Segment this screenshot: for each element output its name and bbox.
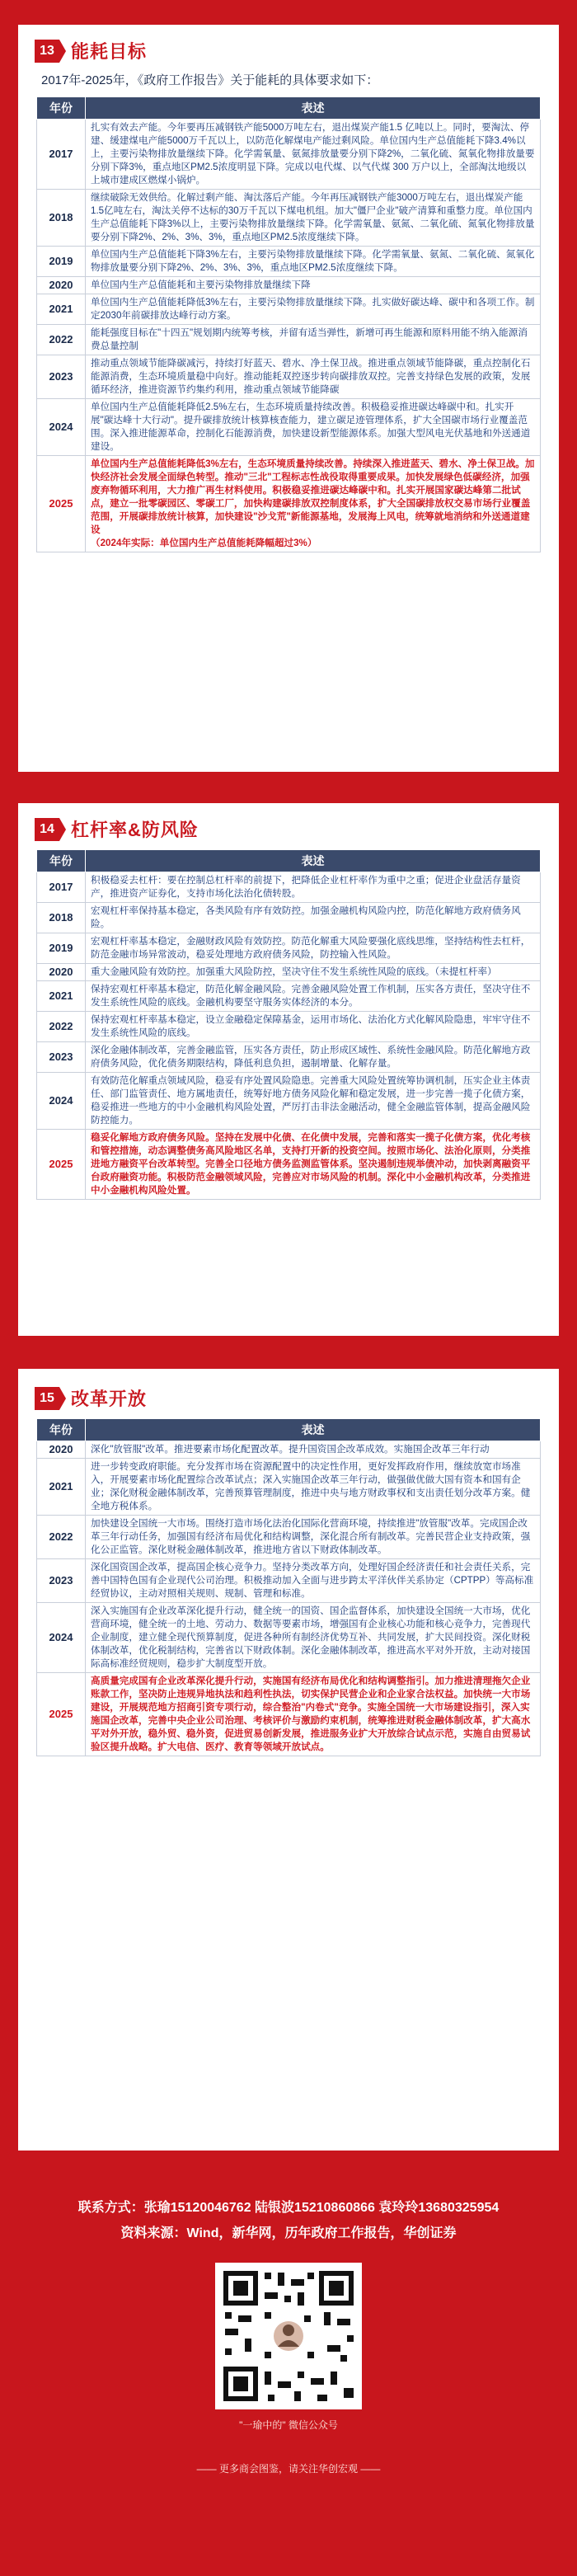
section-number-badge: 15 [35,1387,59,1410]
section-title: 能耗目标 [71,41,148,62]
section-header [18,803,559,849]
row-text: 宏观杠杆率保持基本稳定，各类风险有序有效防控。加强金融机构风险内控，防范化解地方政府债务风险。 [86,903,541,933]
row-text: 稳妥化解地方政府债务风险。坚持在发展中化债、在化债中发展，完善和落实一揽子化债方案，优化考核和管控措施，动态调整债务高风险地区名单，支持打开新的投资空间。按照市场化、法治化原则，分类推进地方融资平台改革转型。完善全口径地方债务监测监管体系。坚决遏制违规举债冲动，加快剥离融资平台政府融资功能。积极防范金融领域风险，完善应对市场风险的机制。深化中小金融机构改革，分类推进中小金融机构风险处置。 [86,1130,541,1200]
header-desc: 表述 [86,97,541,120]
footer [0,2198,577,2475]
table-row [37,325,541,355]
table-row [37,1042,541,1073]
row-year: 2018 [37,903,86,933]
row-year: 2019 [37,247,86,277]
row-year: 2021 [37,981,86,1012]
table-header-row [37,1419,541,1441]
row-text: 高质量完成国有企业改革深化提升行动，实施国有经济布局优化和结构调整指引。加力推进清理拖欠企业账款工作，坚决防止违规异地执法和趋利性执法，切实保护民营企业和企业家合法权益。加快统一大市场建设，开展规范地方招商引资专项行动，综合整治"内卷式"竞争。实施全国统一大市场建设指引，深入实施国企改革，完善中央企业公司治理、考核评价与激励约束机制，统筹推进财税金融体制改革，扩大高水平对外开放，稳外贸、稳外资，促进贸易创新发展，推进服务业扩大开放综合试点示范，实施自由贸易试验区提升战略。扩大电信、医疗、教育等领域开放试点。 [86,1673,541,1756]
data-source: 资料来源：Wind，新华网，历年政府工作报告，华创证券 [120,2226,457,2240]
table-row-highlight [37,1130,541,1200]
table-header-row [37,850,541,872]
row-text: 推动重点领域节能降碳减污，持续打好蓝天、碧水、净土保卫战。推进重点领域节能降碳，重点控制化石能源消费，生态环境质量稳中向好。推动能耗双控逐步转向碳排放双控。完善支持绿色发展的政策，发展循环经济，推进资源节约集约利用，推动重点领域节能降碳 [86,355,541,399]
table-row [37,933,541,964]
table-row [37,981,541,1012]
bottom-caption: —— 更多商会图鉴，请关注华创宏观 —— [196,2463,381,2475]
row-year: 2023 [37,355,86,399]
table-row [37,399,541,456]
row-text: 保持宏观杠杆率基本稳定，设立金融稳定保障基金，运用市场化、法治化方式化解风险隐患，牢牢守住不发生系统性风险的底线。 [86,1012,541,1042]
data-table [36,1418,541,1756]
qr-code [215,2263,362,2409]
section-title: 改革开放 [71,1389,148,1409]
row-text: 能耗强度目标在"十四五"规划期内统筹考核，并留有适当弹性，新增可再生能源和原料用能不纳入能源消费总量控制 [86,325,541,355]
row-text: 积极稳妥去杠杆：要在控制总杠杆率的前提下，把降低企业杠杆率作为重中之重；促进企业盘活存量资产，推进资产证券化，支持市场化法治化债转股。 [86,872,541,903]
row-year: 2018 [37,190,86,247]
section-title: 杠杆率&防风险 [71,820,199,840]
row-year: 2021 [37,294,86,325]
row-text: 深化"放管服"改革。推进要素市场化配置改革。提升国资国企改革成效。实施国企改革三年行动 [86,1441,541,1459]
row-text: 深化金融体制改革，完善金融监管，压实各方责任，防止形成区域性、系统性金融风险。防范化解地方政府债务风险，优化债务期限结构，降低利息负担，遏制增量、化解存量。 [86,1042,541,1073]
table-row [37,964,541,981]
data-table [36,96,541,552]
table-row-highlight [37,1673,541,1756]
header-year: 年份 [37,1419,86,1441]
table-row [37,294,541,325]
section-card-14 [18,803,559,1336]
row-year: 2021 [37,1459,86,1516]
row-year: 2023 [37,1042,86,1073]
table-row [37,190,541,247]
row-year: 2025 [37,456,86,552]
row-text: 加快建设全国统一大市场。围绕打造市场化法治化国际化营商环境，持续推进"放管服"改革。完成国企改革三年行动任务，加强国有经济布局优化和结构调整，深化混合所有制改革。完善民营企业支持政策，强化公正监管。深化财税金融体制改革，推进地方省以下财政体制改革。 [86,1516,541,1559]
row-year: 2024 [37,399,86,456]
row-text: 重大金融风险有效防控。加强重大风险防控，坚决守住不发生系统性风险的底线。（未提杠杆率） [86,964,541,981]
row-text: 单位国内生产总值能耗降低2.5%左右，生态环境质量持续改善。积极稳妥推进碳达峰碳中和。扎实开展"碳达峰十大行动"。提升碳排放统计核算核查能力，建立碳足迹管理体系，扩大全国碳市场行业覆盖范围。深入推进能源革命，控制化石能源消费，加快建设新型能源体系。加强大型风电光伏基地和外送通道建设。 [86,399,541,456]
row-text: 单位国内生产总值能耗和主要污染物排放量继续下降 [86,277,541,294]
row-year: 2022 [37,1012,86,1042]
row-year: 2024 [37,1603,86,1673]
header-year: 年份 [37,97,86,120]
section-header [18,1369,559,1418]
row-text: 单位国内生产总值能耗降低3%左右，主要污染物排放量继续下降。扎实做好碳达峰、碳中和各项工作。制定2030年前碳排放达峰行动方案。 [86,294,541,325]
header-year: 年份 [37,850,86,872]
table-row [37,1516,541,1559]
table-row [37,355,541,399]
row-year: 2017 [37,120,86,190]
header-desc: 表述 [86,850,541,872]
row-year: 2024 [37,1073,86,1130]
header-desc: 表述 [86,1419,541,1441]
row-text: 宏观杠杆率基本稳定，金融财政风险有效防控。防范化解重大风险要强化底线思维，坚持结构性去杠杆，防范金融市场异常波动，稳妥处理地方政府债务风险，防控输入性风险。 [86,933,541,964]
row-text: 有效防范化解重点领域风险，稳妥有序处置风险隐患。完善重大风险处置统筹协调机制，压实企业主体责任、部门监管责任、地方属地责任，统筹好地方债务风险化解和稳定发展，进一步完善一揽子化债方案，稳妥推进一些地方的中小金融机构风险处置，严厉打击非法金融活动，健全金融监管体制，提高金融风险防控能力。 [86,1073,541,1130]
row-year: 2022 [37,325,86,355]
section-header [18,25,559,71]
row-year: 2020 [37,964,86,981]
row-text: 深入实施国有企业改革深化提升行动，健全统一的国资、国企监督体系，加快建设全国统一大市场，优化营商环境，健全统一的土地、劳动力、数据等要素市场，增强国有企业核心功能和核心竞争力，完善现代企业制度，建立健全现代预算制度，促进各种所有制经济优势互补、共同发展，扩大民间投资。深化财税体制改革，优化税制结构，完善省以下财政体制。深化金融体制改革，推进高水平对外开放，主动对接国际高标准经贸规则，稳步扩大制度型开放。 [86,1603,541,1673]
row-text: 单位国内生产总值能耗下降3%左右，主要污染物排放量继续下降。化学需氧量、氨氮、二氧化硫、氮氧化物排放量要分别下降2%、2%、3%、3%，重点地区PM2.5浓度继续下降。 [86,247,541,277]
table-row [37,1559,541,1603]
table-row [37,1012,541,1042]
row-year: 2020 [37,1441,86,1459]
row-year: 2017 [37,872,86,903]
table-row [37,1459,541,1516]
row-text: 继续破除无效供给。化解过剩产能、淘汰落后产能。今年再压减钢铁产能3000万吨左右，退出煤炭产能1.5亿吨左右，淘汰关停不达标的30万千瓦以下煤电机组。加大"僵尸企业"破产清算和重整力度。单位国内生产总值能耗下降3%以上，主要污染物排放量继续下降。化学需氧量、氨氮、二氧化硫、氮氧化物排放量要分别下降2%、2%、3%、3%，重点地区PM2.5浓度继续下降。 [86,190,541,247]
row-year: 2025 [37,1130,86,1200]
table-row [37,1441,541,1459]
row-text-cell [86,456,541,552]
row-text: 进一步转变政府职能。充分发挥市场在资源配置中的决定性作用，更好发挥政府作用，继续放宽市场准入，开展要素市场化配置综合改革试点；深入实施国企改革三年行动，做强做优做大国有资本和国有企业；深化财税金融体制改革，完善预算管理制度，推进中央与地方财政事权和支出责任划分改革方案。健全地方税体系。 [86,1459,541,1516]
row-text: 保持宏观杠杆率基本稳定，防范化解金融风险。完善金融风险处置工作机制，压实各方责任，坚决守住不发生系统性风险的底线。金融机构要坚守服务实体经济的本分。 [86,981,541,1012]
row-year: 2023 [37,1559,86,1603]
table-row [37,1603,541,1673]
table-row-highlight [37,456,541,552]
qr-code-graphic [215,2263,362,2409]
row-note: （2024年实际：单位国内生产总值能耗降幅超过3%） [91,538,317,548]
section-card-15 [18,1369,559,2151]
table-row [37,247,541,277]
row-year: 2025 [37,1673,86,1756]
row-text: 深化国资国企改革，提高国企核心竞争力。坚持分类改革方向，处理好国企经济责任和社会责任关系，完善中国特色国有企业现代公司治理。积极推动加入全面与进步跨太平洋伙伴关系协定（CPTPP）等高标准经贸协议，主动对照相关规则、规制、管理和标准。 [86,1559,541,1603]
row-year: 2020 [37,277,86,294]
section-number-badge: 14 [35,818,59,841]
section-number-badge: 13 [35,40,59,63]
table-header-row [37,97,541,120]
row-year: 2022 [37,1516,86,1559]
row-text: 扎实有效去产能。今年要再压减钢铁产能5000万吨左右，退出煤炭产能1.5 亿吨以上。同时，要淘汰、停建、缓建煤电产能5000万千瓦以上，以防范化解煤电产能过剩风险。单位国内生产总值能耗下降3.4%以上，主要污染物排放量继续下降。化学需氧量、氨氮排放量要分别下降2%，二氧化硫、氮氧化物排放量要分别下降3%，重点地区PM2.5浓度明显下降。完成以电代煤、以气代煤 300 万户以上，全部淘汰地级以上城市建成区燃煤小锅炉。 [86,120,541,190]
data-table [36,849,541,1200]
table-row [37,120,541,190]
table-row [37,872,541,903]
table-row [37,277,541,294]
contact-info: 联系方式：张瑜15120046762 陆银波15210860866 袁玲玲13680325954 [77,2201,500,2215]
qr-caption: "一瑜中的" 微信公众号 [239,2419,338,2431]
row-text: 单位国内生产总值能耗降低3%左右，生态环境质量持续改善。持续深入推进蓝天、碧水、净土保卫战。加快经济社会发展全面绿色转型。推动"三北"工程标志性战役取得重要成果。加快发展绿色低碳经济，加强废弃物循环利用，大力推广再生材料使用。积极稳妥推进碳达峰碳中和。扎实开展国家碳达峰第二批试点，建立一批零碳园区、零碳工厂，加快构建碳排放双控制度体系，扩大全国碳排放权交易市场行业覆盖范围，开展碳排放统计核算，加快建设"沙戈荒"新能源基地，发展海上风电，统筹就地消纳和外送通道建设 [91,458,535,535]
section-intro: 2017年-2025年，《政府工作报告》关于能耗的具体要求如下： [41,73,379,87]
table-row [37,903,541,933]
section-card-13 [18,25,559,772]
table-row [37,1073,541,1130]
row-year: 2019 [37,933,86,964]
